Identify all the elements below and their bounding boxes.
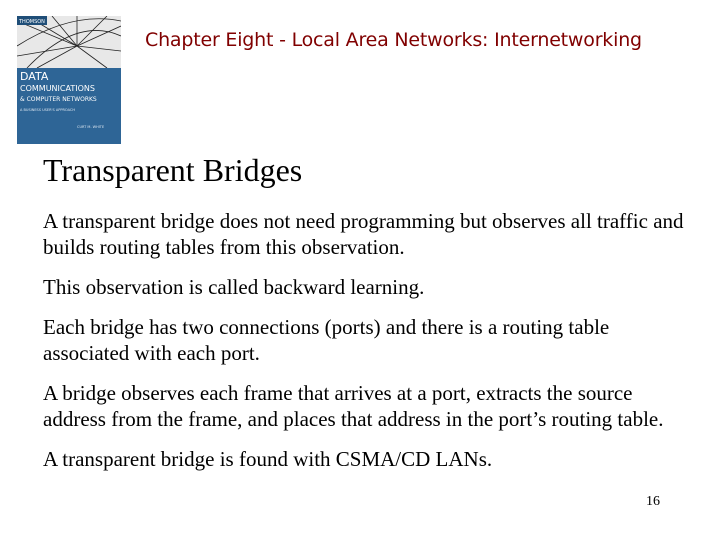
book-cover-image — [17, 16, 121, 144]
page-number: 16 — [646, 494, 660, 509]
publisher-logo-text: THOMSON — [19, 19, 45, 25]
body-paragraph: A transparent bridge is found with CSMA/CD LANs. — [43, 447, 493, 471]
cover-title-line2: COMMUNICATIONS — [20, 84, 95, 93]
cover-subtitle: A BUSINESS USER'S APPROACH — [20, 108, 75, 112]
slide-title: Transparent Bridges — [43, 152, 303, 188]
cover-title-line1: DATA — [20, 70, 49, 83]
slide-body — [43, 208, 693, 486]
book-cover-art — [17, 16, 121, 144]
body-paragraph: This observation is called backward learning. — [43, 275, 425, 299]
body-paragraph: A bridge observes each frame that arrives at a port, extracts the source address from the frame, and places that address in the port’s routing table. — [43, 381, 664, 431]
chapter-header: Chapter Eight - Local Area Networks: Internetworking — [145, 29, 642, 51]
cover-author: CURT M. WHITE — [77, 125, 105, 129]
cover-title-line3: & COMPUTER NETWORKS — [20, 96, 97, 103]
body-paragraph: Each bridge has two connections (ports) and there is a routing table associated with each port. — [43, 315, 610, 365]
body-paragraph: A transparent bridge does not need programming but observes all traffic and builds routing tables from this observation. — [43, 209, 684, 259]
